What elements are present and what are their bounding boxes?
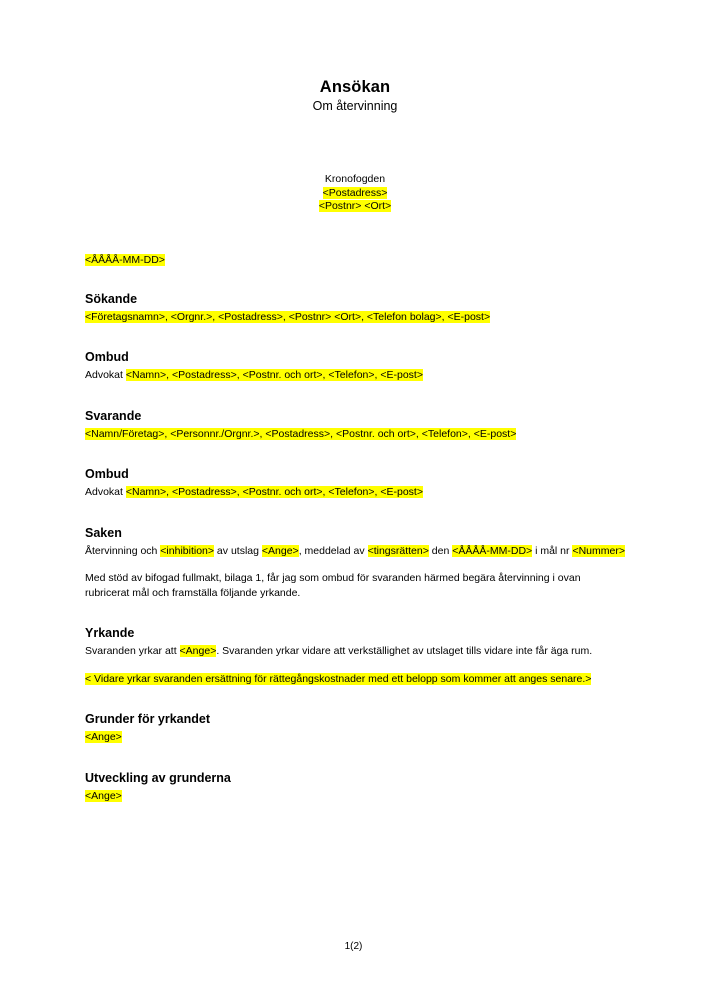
saken-text-3: , meddelad av: [298, 544, 368, 557]
svarande-value-line: [85, 427, 625, 442]
recipient-block: [85, 173, 625, 214]
grunder-value-line: [85, 730, 625, 745]
saken-text-2: av utslag: [214, 544, 262, 557]
saken-text-1: Återvinning och: [85, 544, 161, 557]
saken-inhibition-placeholder: <inhibition>: [160, 544, 215, 557]
document-content: [85, 78, 625, 803]
saken-datum-placeholder: <ÅÅÅÅ-MM-DD>: [452, 544, 533, 557]
yrkande-paragraph-2: [85, 672, 625, 687]
heading-ombud-svarande: Ombud: [85, 467, 129, 481]
svarande-placeholder: <Namn/Företag>, <Personnr./Orgnr.>, <Postadress>, <Postnr. och ort>, <Telefon>, <E-post>: [85, 427, 517, 440]
ombud-svarande-line: [85, 485, 625, 500]
page-title: Ansökan: [319, 78, 391, 96]
saken-text-5: i mål nr: [532, 544, 573, 557]
saken-tingsratten-placeholder: <tingsrätten>: [367, 544, 429, 557]
page-footer: 1(2): [344, 941, 363, 952]
yrkande-text-1: Svaranden yrkar att: [85, 645, 180, 657]
recipient-address: [85, 187, 625, 201]
yrkande-ange-placeholder: <Ange>: [179, 645, 217, 657]
ombud-sokande-placeholder: <Namn>, <Postadress>, <Postnr. och ort>, <Telefon>, <E-post>: [125, 369, 423, 381]
saken-text-4: den: [428, 544, 453, 557]
recipient-postal-placeholder: <Postnr> <Ort>: [318, 200, 392, 212]
date-placeholder: <ÅÅÅÅ-MM-DD>: [85, 253, 165, 266]
heading-saken: Saken: [85, 525, 122, 540]
sokande-value-line: [85, 310, 625, 325]
recipient-postal: [85, 200, 625, 214]
document-date: [85, 254, 625, 266]
ombud-sokande-prefix: Advokat: [85, 369, 126, 381]
yrkande-paragraph-1: [85, 644, 625, 659]
heading-svarande: Svarande: [85, 408, 142, 423]
utveckling-ange-placeholder: <Ange>: [85, 789, 122, 802]
saken-line: [85, 544, 625, 559]
ombud-svarande-prefix: Advokat: [85, 486, 126, 498]
sokande-placeholder: <Företagsnamn>, <Orgnr.>, <Postadress>, <Postnr> <Ort>, <Telefon bolag>, <E-post>: [85, 310, 491, 323]
page-subtitle: Om återvinning: [312, 99, 398, 113]
grunder-ange-placeholder: <Ange>: [85, 731, 122, 743]
yrkande-rattegangskostnader-placeholder: < Vidare yrkar svaranden ersättning för rättegångskostnader med ett belopp som kommer att anges senare.>: [85, 672, 592, 685]
recipient-address-placeholder: <Postadress>: [322, 186, 388, 199]
recipient-name: Kronofogden: [324, 173, 386, 185]
yrkande-text-2: . Svaranden yrkar vidare att verkställighet av utslaget tills vidare inte får äga rum.: [216, 645, 593, 657]
heading-utveckling: Utveckling av grunderna: [85, 770, 231, 785]
utveckling-value-line: [85, 789, 625, 804]
heading-yrkande: Yrkande: [85, 626, 135, 640]
heading-grunder: Grunder för yrkandet: [85, 712, 211, 726]
saken-nummer-placeholder: <Nummer>: [572, 544, 625, 557]
heading-sokande: Sökande: [85, 291, 138, 306]
heading-ombud-sokande: Ombud: [85, 350, 129, 364]
saken-ange-placeholder: <Ange>: [261, 544, 299, 557]
saken-paragraph: Med stöd av bifogad fullmakt, bilaga 1, får jag som ombud för svaranden härmed begära återvinning i ovan rubricerat mål och framställa följande yrkande.: [85, 572, 581, 599]
ombud-svarande-placeholder: <Namn>, <Postadress>, <Postnr. och ort>, <Telefon>, <E-post>: [125, 486, 423, 498]
ombud-sokande-line: [85, 368, 625, 383]
